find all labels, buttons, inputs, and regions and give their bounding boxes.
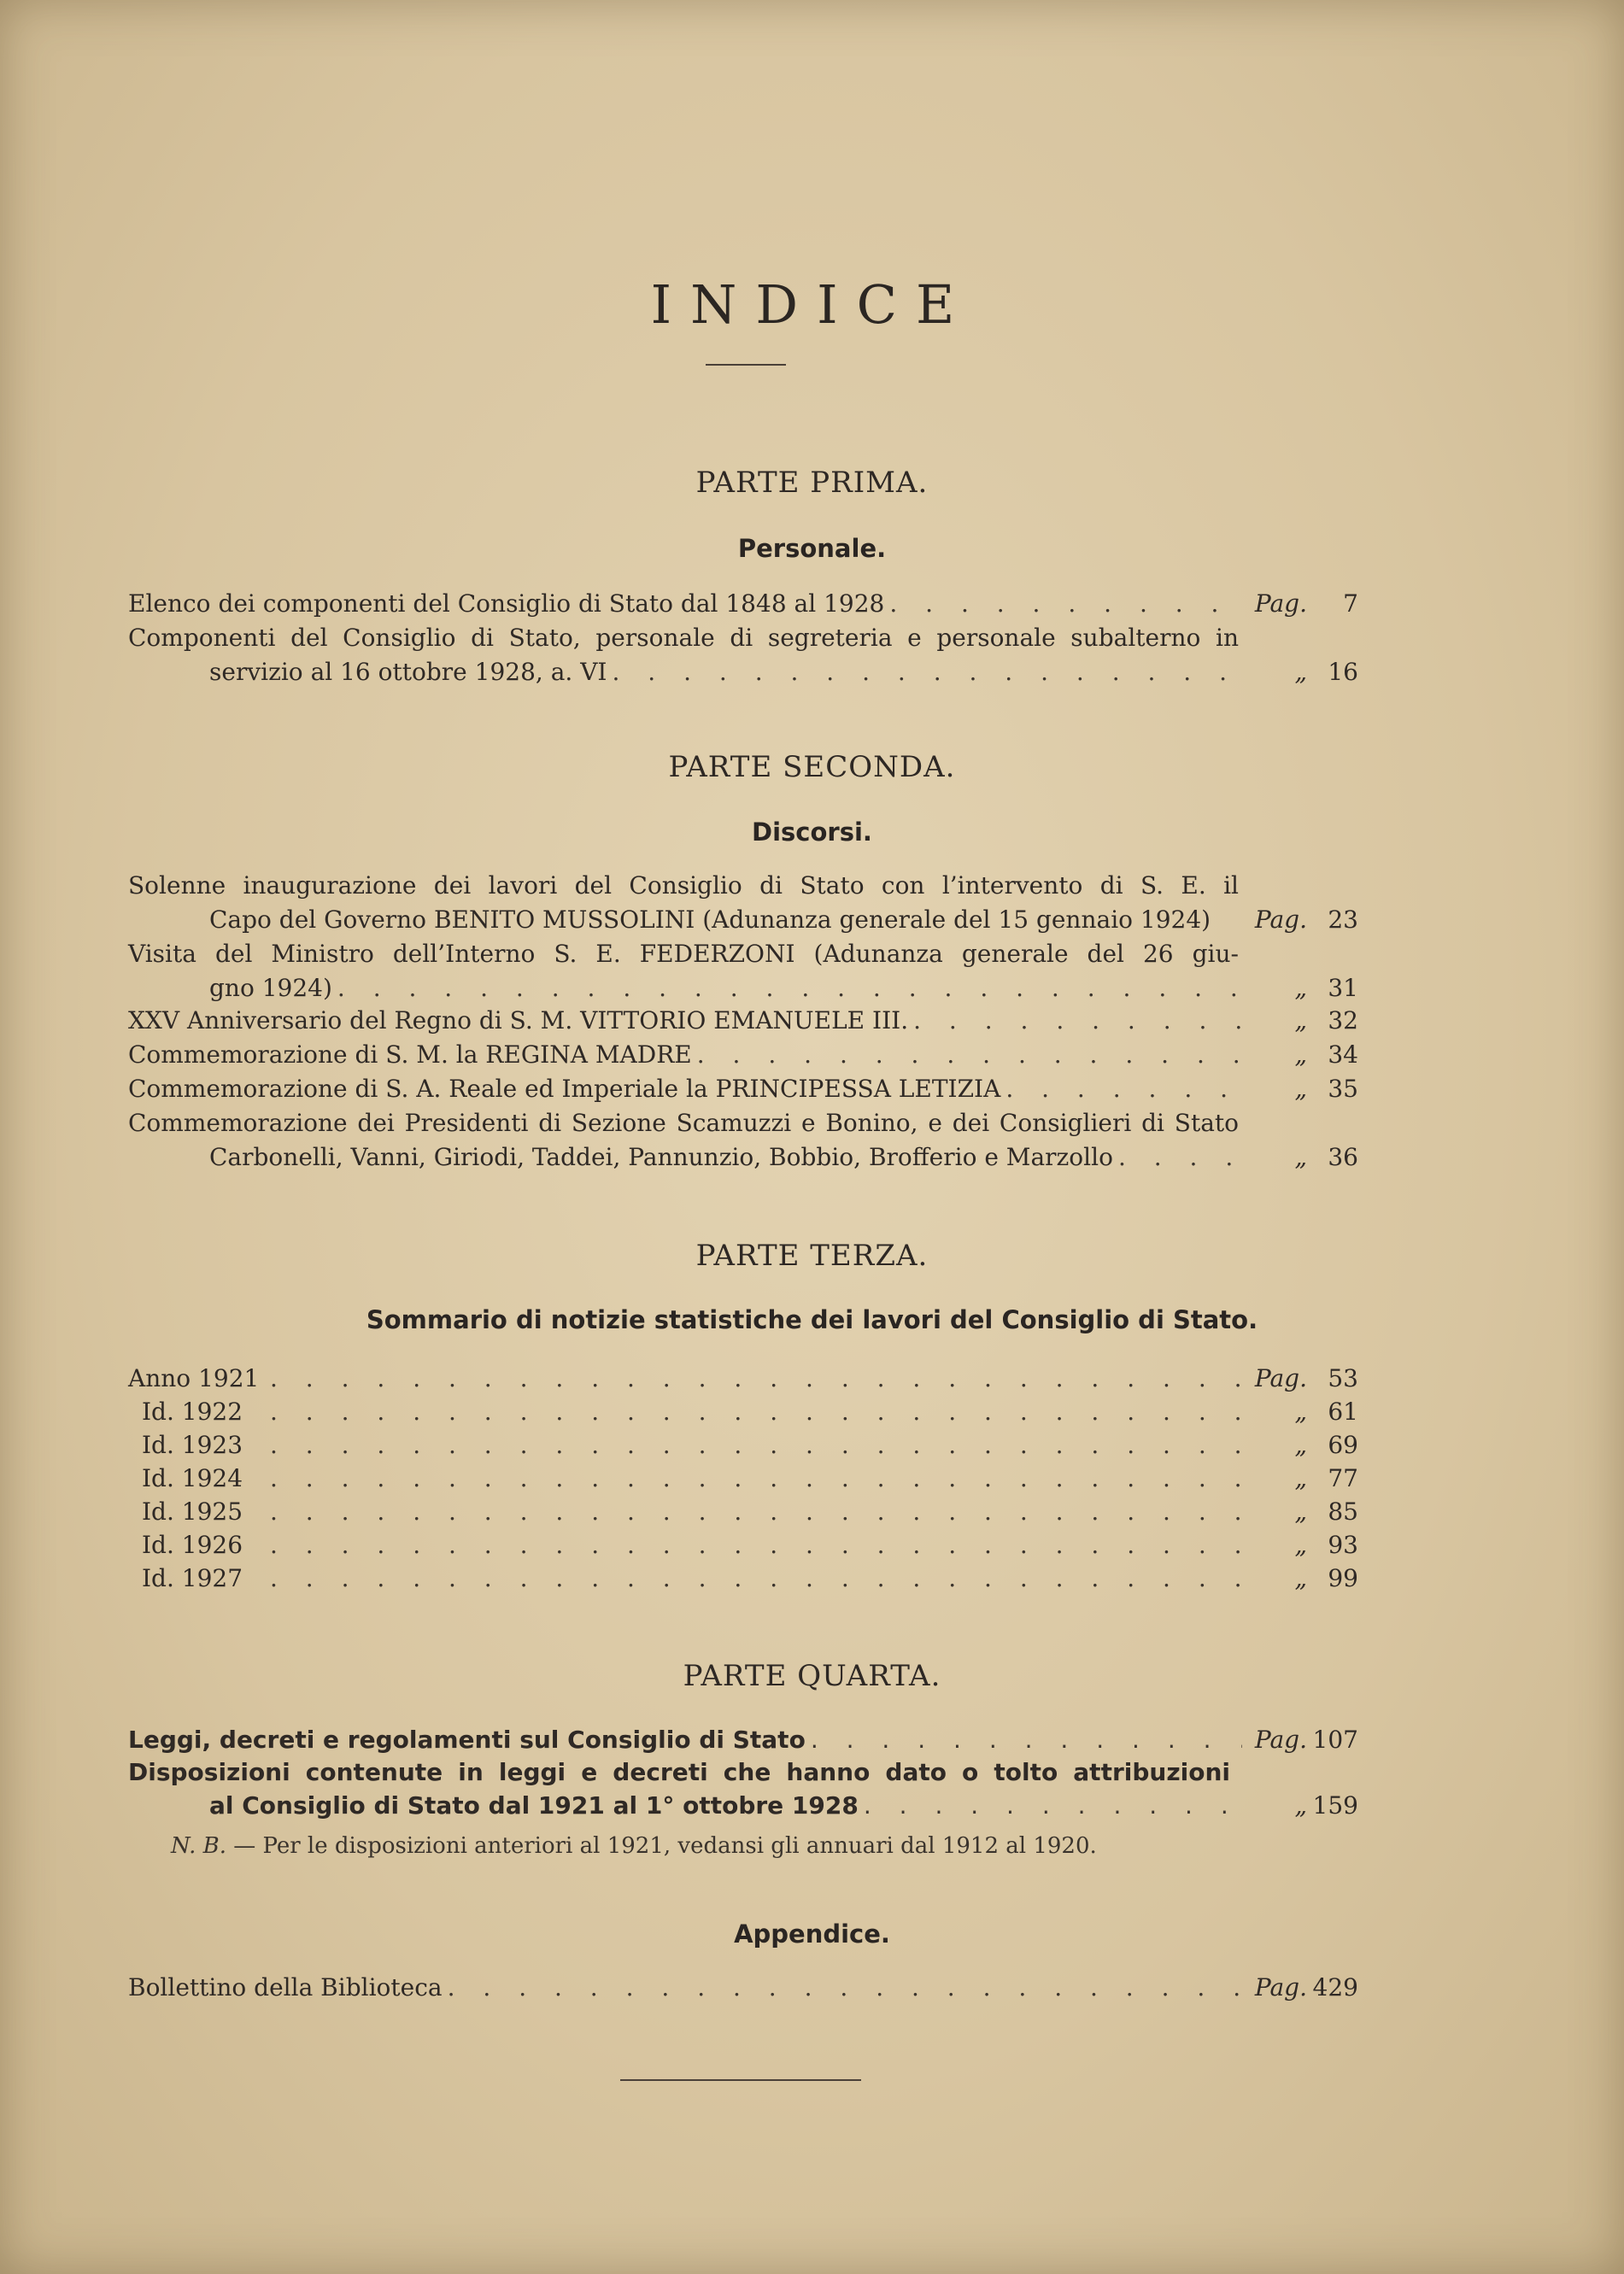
page-number: 77	[1328, 1464, 1358, 1492]
page-number: 429	[1312, 1973, 1358, 2001]
toc-entry	[209, 1791, 1358, 1826]
footnote	[171, 1833, 1230, 1859]
page-title: INDICE	[650, 273, 974, 336]
page-label: „	[1294, 1040, 1307, 1069]
entry-text: XXV Anniversario del Regno di S. M. VITTORIO EMANUELE III.	[128, 1006, 909, 1034]
dot-leader	[270, 1564, 1242, 1592]
entry-year: 1922	[181, 1398, 243, 1426]
entry-year: 1925	[181, 1497, 243, 1526]
toc-entry	[128, 1973, 1358, 2007]
entry-text: Capo del Governo BENITO MUSSOLINI (Adunanza generale del 15 gennaio 1924)	[209, 905, 1211, 934]
toc-entry	[128, 1006, 1358, 1040]
entry-text: gno 1924)	[209, 974, 332, 1002]
section-heading: Sommario di notizie statistiche dei lavori del Consiglio di Stato.	[366, 1305, 1258, 1334]
entry-label: Id.	[142, 1497, 174, 1526]
dot-leader	[270, 1531, 1242, 1559]
toc-entry	[128, 1040, 1358, 1075]
toc-entry	[128, 1398, 1358, 1432]
page-label: Pag.	[1254, 905, 1307, 934]
entry-year: 1923	[181, 1431, 243, 1459]
page-number: 32	[1328, 1006, 1358, 1034]
toc-entry	[128, 1364, 1358, 1398]
dot-leader	[270, 1464, 1242, 1492]
page-label: Pag.	[1254, 589, 1307, 618]
page-label: „	[1294, 658, 1307, 686]
entry-label: Id.	[142, 1564, 174, 1592]
dot-leader	[889, 589, 1242, 618]
page-label: „	[1294, 1006, 1307, 1034]
entry-text-line: Commemorazione dei Presidenti di Sezione Scamuzzi e Bonino, e dei Consiglieri di Stato	[128, 1109, 1239, 1137]
page-number: 16	[1328, 658, 1358, 686]
footnote-prefix: N. B.	[171, 1833, 226, 1859]
entry-text-line: Visita del Ministro dell’Interno S. E. FEDERZONI (Adunanza generale del 26 giu-	[128, 940, 1239, 968]
entry-year: 1927	[181, 1564, 243, 1592]
entry-year: 1924	[181, 1464, 243, 1492]
toc-entry	[128, 1075, 1358, 1109]
toc-entry	[128, 1726, 1358, 1760]
toc-entry	[128, 1564, 1358, 1598]
page-label: „	[1294, 1531, 1307, 1559]
toc-entry	[209, 1143, 1358, 1177]
bottom-divider	[620, 2079, 861, 2081]
dot-leader	[270, 1431, 1242, 1459]
page-number: 7	[1343, 589, 1358, 618]
page-number: 53	[1328, 1364, 1358, 1392]
dot-leader	[612, 658, 1242, 686]
page-number: 107	[1312, 1726, 1358, 1754]
page-number: 159	[1312, 1791, 1358, 1820]
page-number: 93	[1328, 1531, 1358, 1559]
page-number: 36	[1328, 1143, 1358, 1171]
dot-leader	[864, 1791, 1242, 1820]
part-heading: PARTE QUARTA.	[683, 1659, 941, 1693]
dot-leader	[337, 974, 1242, 1002]
page-number: 31	[1328, 974, 1358, 1002]
toc-entry	[209, 658, 1358, 692]
page-number: 35	[1328, 1075, 1358, 1103]
entry-text-line: Solenne inaugurazione dei lavori del Consiglio di Stato con l’intervento di S. E. il	[128, 871, 1239, 900]
entry-text: al Consiglio di Stato dal 1921 al 1° ottobre 1928	[209, 1791, 859, 1820]
page-number: 85	[1328, 1497, 1358, 1526]
page-label: „	[1294, 1791, 1307, 1820]
part-heading: PARTE TERZA.	[695, 1239, 929, 1273]
entry-text: Commemorazione di S. A. Reale ed Imperiale la PRINCIPESSA LETIZIA	[128, 1075, 1001, 1103]
page-number: 23	[1328, 905, 1358, 934]
page-number: 69	[1328, 1431, 1358, 1459]
entry-year: 1926	[181, 1531, 243, 1559]
dot-leader	[913, 1006, 1242, 1034]
dot-leader	[270, 1364, 1242, 1392]
page-label: Pag.	[1254, 1726, 1307, 1754]
page-label: „	[1294, 1497, 1307, 1526]
entry-text: Carbonelli, Vanni, Giriodi, Taddei, Pannunzio, Bobbio, Brofferio e Marzollo	[209, 1143, 1113, 1171]
entry-text: Bollettino della Biblioteca	[128, 1973, 443, 2001]
page-label: „	[1294, 974, 1307, 1002]
dot-leader	[448, 1973, 1242, 2001]
page-label: Pag.	[1254, 1364, 1307, 1392]
section-heading: Appendice.	[734, 1919, 890, 1949]
entry-label: Id.	[142, 1398, 174, 1426]
toc-entry	[128, 1497, 1358, 1532]
entry-text: Commemorazione di S. M. la REGINA MADRE	[128, 1040, 692, 1069]
page-label: „	[1294, 1075, 1307, 1103]
section-heading: Discorsi.	[752, 818, 872, 847]
entry-text: servizio al 16 ottobre 1928, a. VI	[209, 658, 607, 686]
part-heading: PARTE PRIMA.	[695, 466, 929, 500]
toc-entry	[128, 1431, 1358, 1465]
dot-leader	[1118, 1143, 1242, 1171]
entry-text-line: Disposizioni contenute in leggi e decreti che hanno dato o tolto attribuzioni	[128, 1758, 1230, 1786]
dot-leader	[270, 1398, 1242, 1426]
entry-text: Leggi, decreti e regolamenti sul Consiglio di Stato	[128, 1726, 806, 1754]
page-number: 34	[1328, 1040, 1358, 1069]
page-number: 99	[1328, 1564, 1358, 1592]
toc-entry	[209, 905, 1358, 940]
entry-text-line: Componenti del Consiglio di Stato, personale di segreteria e personale subalterno in	[128, 624, 1239, 652]
page-label: „	[1294, 1464, 1307, 1492]
title-divider	[706, 364, 786, 366]
page-number: 61	[1328, 1398, 1358, 1426]
dot-leader	[270, 1497, 1242, 1526]
dot-leader	[697, 1040, 1242, 1069]
toc-entry	[128, 1531, 1358, 1565]
toc-entry	[128, 1464, 1358, 1498]
part-heading: PARTE SECONDA.	[668, 750, 956, 784]
dot-leader	[811, 1726, 1242, 1754]
page-label: „	[1294, 1143, 1307, 1171]
entry-label: Id.	[142, 1531, 174, 1559]
toc-entry	[209, 974, 1358, 1008]
entry-label: Id.	[142, 1431, 174, 1459]
page-label: Pag.	[1254, 1973, 1307, 2001]
dot-leader	[1005, 1075, 1242, 1103]
footnote-text: — Per le disposizioni anteriori al 1921, vedansi gli annuari dal 1912 al 1920.	[233, 1833, 1097, 1859]
entry-text: Elenco dei componenti del Consiglio di Stato dal 1848 al 1928	[128, 589, 885, 618]
page-label: „	[1294, 1398, 1307, 1426]
entry-label: Anno	[128, 1364, 191, 1392]
entry-label: Id.	[142, 1464, 174, 1492]
toc-entry	[128, 589, 1358, 624]
page-label: „	[1294, 1564, 1307, 1592]
section-heading: Personale.	[737, 534, 887, 563]
entry-year: 1921	[198, 1364, 260, 1392]
page-label: „	[1294, 1431, 1307, 1459]
